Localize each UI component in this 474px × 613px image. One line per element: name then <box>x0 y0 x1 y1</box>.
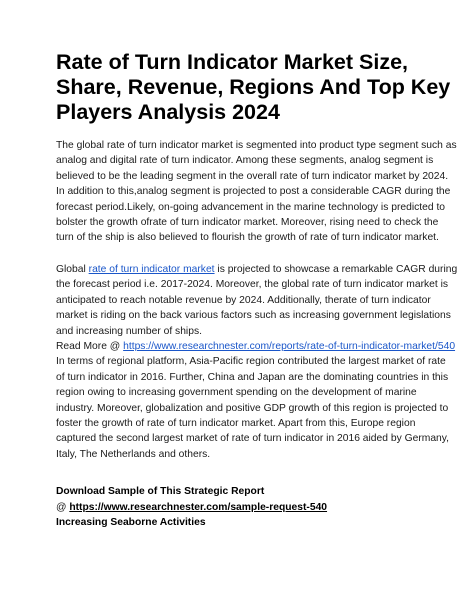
paragraph-line: captured the second largest market of rate of turn indicator in 2016 aided by Germany, <box>56 433 450 445</box>
title-line: Rate of Turn Indicator Market Size, <box>56 50 409 74</box>
paragraph-segmentation <box>56 138 461 246</box>
text-suffix: is projected to showcase a remarkable CAGR during <box>214 264 458 275</box>
paragraph-line: market is riding on the back various factors such as increasing government legislations <box>56 310 451 322</box>
paragraph-line: of turn indicator in 2016. Further, China and Japan are the dominating countries in this <box>56 371 449 383</box>
at-symbol: @ <box>56 501 70 513</box>
paragraph-line: turn of the ship is also believed to flourish the growth of rate of turn indicator market. <box>56 232 439 244</box>
paragraph-line: and increasing number of ships. <box>56 325 202 337</box>
paragraph-line: industry. Moreover, globalization and positive GDP growth of this region is projected to <box>56 402 449 414</box>
read-more-link[interactable]: https://www.researchnester.com/reports/rate-of-turn-indicator-market/540 <box>123 341 456 353</box>
paragraph-line: In terms of regional platform, Asia-Pacific region contributed the largest market of rate <box>56 356 446 368</box>
document-title <box>56 50 456 125</box>
title-line: Share, Revenue, Regions And Top Key <box>56 75 451 99</box>
download-sample-section <box>56 484 461 531</box>
paragraph-line: forecast period.Likely, on-going advancement in the marine technology is predicted to <box>56 201 446 213</box>
market-link[interactable]: rate of turn indicator market <box>88 264 215 275</box>
paragraph-line: In addition to this,analog segment is projected to post a considerable CAGR during the <box>56 186 451 198</box>
paragraph-line: analog and digital rate of turn indicator. Among these segments, analog segment is <box>56 155 434 167</box>
title-line: Players Analysis 2024 <box>56 100 280 124</box>
text-prefix: Global <box>56 264 89 275</box>
download-link-line <box>56 500 461 516</box>
paragraph-line: believed to be the leading segment in the overall rate of turn indicator market by 2024. <box>56 170 449 182</box>
section-subheading: Increasing Seaborne Activities <box>56 517 206 529</box>
paragraph-global-market <box>56 262 461 462</box>
paragraph-line: Italy, The Netherlands and others. <box>56 448 211 460</box>
paragraph-line: the forecast period i.e. 2017-2024. Moreover, the global rate of turn indicator market is <box>56 279 449 291</box>
paragraph-line: region owing to increasing government spending on the development of marine <box>56 387 417 399</box>
paragraph-line: anticipated to reach notable revenue by 2024. Additionally, therate of turn indicator <box>56 294 431 306</box>
download-heading: Download Sample of This Strategic Report <box>56 486 265 497</box>
paragraph-line: The global rate of turn indicator market is segmented into product type segment such as <box>56 140 457 151</box>
sample-request-link[interactable]: https://www.researchnester.com/sample-request-540 <box>69 501 328 513</box>
paragraph-line: bolster the growth ofrate of turn indicator market. Moreover, rising need to check the <box>56 217 439 229</box>
paragraph-line <box>56 262 461 277</box>
read-more-line <box>56 339 461 354</box>
paragraph-line: foster the growth of rate of turn indicator market. Apart from this, Europe region <box>56 418 416 430</box>
read-more-label: Read More @ <box>56 341 124 353</box>
